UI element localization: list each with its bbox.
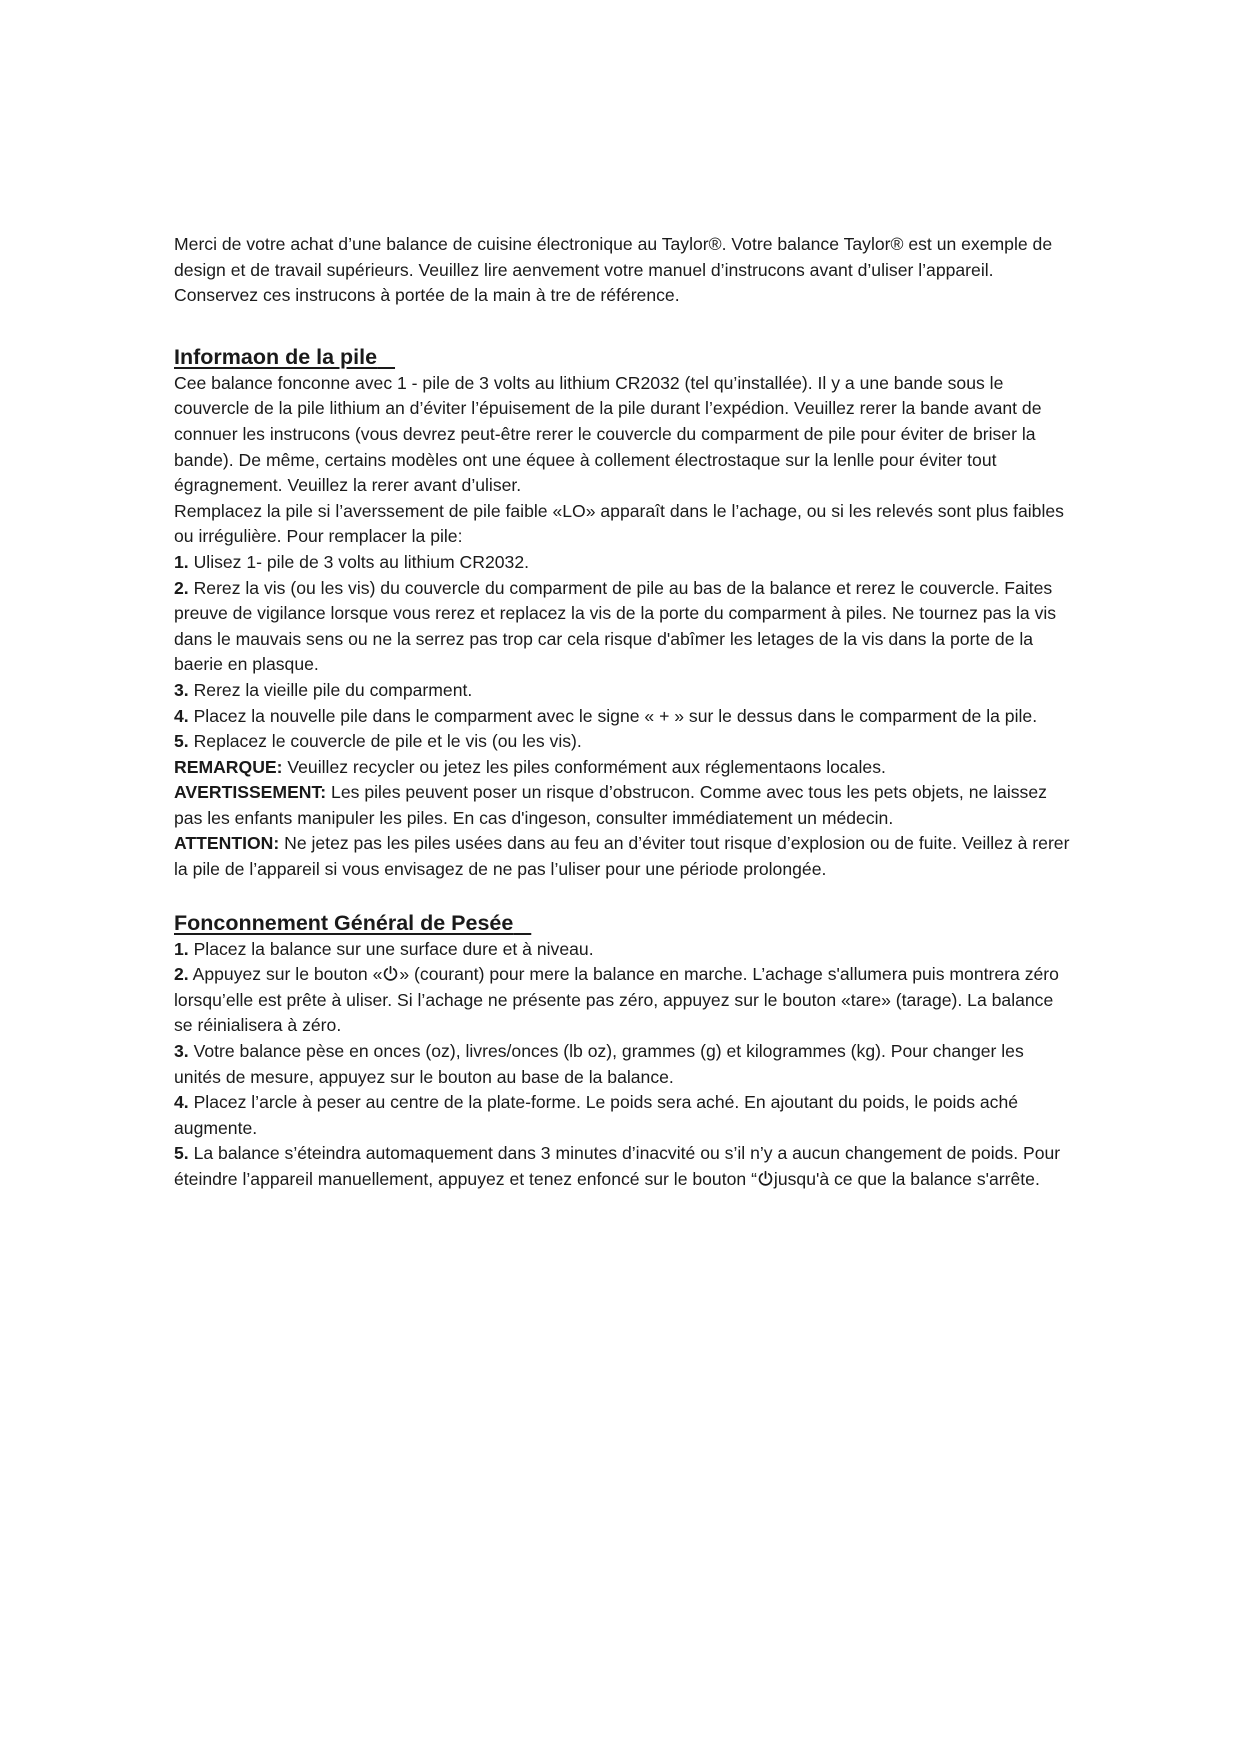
warning-label: AVERTISSEMENT: (174, 782, 327, 803)
step-number: 4. (174, 1092, 189, 1113)
warning-note (174, 780, 1074, 831)
battery-step (174, 729, 1074, 755)
battery-step (174, 704, 1074, 730)
warning-text: Les piles peuvent poser un risque d’obstrucon. Comme avec tous les pets objets, ne laissez pas les enfants manipuler les piles. En cas d'ingeson, consulter immédiatement un médecin. (174, 782, 1047, 828)
step-text: Votre balance pèse en onces (oz), livres/onces (lb oz), grammes (g) et kilogrammes (kg). Pour changer les unités de mesure, appuyez sur le bouton au base de la balance. (174, 1041, 1024, 1087)
step-number: 3. (174, 1041, 189, 1062)
attention-label: ATTENTION: (174, 833, 280, 854)
step-text: Rerez la vieille pile du comparment. (188, 679, 473, 700)
attention-text: Ne jetez pas les piles usées dans au feu an d’éviter tout risque d’explosion ou de fuite. Veillez à rerer la pile de l’appareil si vous envisagez de ne pas l’uliser pour une période prolongée. (174, 833, 1070, 880)
battery-step (174, 678, 1074, 704)
battery-paragraph-1: Cee balance fonconne avec 1 - pile de 3 volts au lithium CR2032 (tel qu’installée). Il y a une bande sous le couvercle de la pile lithium an d’éviter l’épuisement de la pile durant l’expédion. Veuillez rerer la bande avant de connuer les instrucons (vous devrez peut-être rerer le couvercle du comparment de pile pour éviter de briser la bande). De même, certains modèles ont une équee à collement électrostaque sur la lenlle pour éviter tout égragnement. Veuillez la rerer avant d’uliser. (174, 372, 1042, 496)
weighing-step (174, 962, 1074, 1039)
battery-heading-text: Informaon de la pile (174, 344, 378, 369)
remark-text: Veuillez recycler ou jetez les piles conformément aux réglementaons locales. (282, 756, 886, 777)
manual-page (174, 232, 1074, 1193)
step-text: Rerez la vis (ou les vis) du couvercle du comparment de pile au bas de la balance et rerez le couvercle. Faites preuve de vigilance lorsque vous rerez et replacez la vis de la porte du comparment à piles. Ne tournez pas la vis dans le mauvais sens ou ne la serrez pas trop car cela risque d'abîmer les letages de la vis dans la porte de la baerie en plasque. (174, 577, 1057, 675)
battery-step (174, 576, 1074, 678)
remark-label: REMARQUE: (174, 756, 283, 777)
attention-note (174, 831, 1074, 882)
weighing-step (174, 1090, 1074, 1141)
step-text: Appuyez sur le bouton « (188, 964, 383, 985)
step-number: 2. (174, 577, 189, 598)
weighing-step (174, 1039, 1074, 1090)
intro-paragraph: Merci de votre achat d’une balance de cuisine électronique au Taylor®. Votre balance Taylor® est un exemple de design et de travail supérieurs. Veuillez lire aenvement votre manuel d’instrucons avant d’uliser l’appareil. Conservez ces instrucons à portée de la main à tre de référence. (174, 234, 1053, 306)
remark-note (174, 755, 1074, 781)
step-text: La balance s’éteindra automaquement dans 3 minutes d’inacvité ou s’il n’y a aucun changement de poids. Pour éteindre l’appareil manuellement, appuyez et tenez enfoncé sur le bouton “ (174, 1143, 1061, 1189)
battery-step (174, 550, 1074, 576)
battery-paragraph-2: Remplacez la pile si l’averssement de pile faible «LO» apparaît dans le l’achage, ou si les relevés sont plus faibles ou irrégulière. Pour remplacer la pile: (174, 500, 1064, 547)
power-icon (757, 1170, 774, 1187)
step-number: 2. (174, 964, 189, 985)
step-text-continued: jusqu'à ce que la balance s'arrête. (773, 1169, 1040, 1189)
weighing-heading-text: Fonconnement Général de Pesée (174, 910, 514, 935)
step-text: Replacez le couvercle de pile et le vis (ou les vis). (188, 731, 582, 752)
weighing-step (174, 1141, 1074, 1192)
step-number: 3. (174, 679, 189, 700)
weighing-heading (174, 909, 1074, 937)
step-number: 5. (174, 1143, 189, 1164)
step-text-continued: » (courant) pour mere la balance en marche. L’achage s'allumera puis montrera zéro lorsqu’elle est prête à uliser. Si l’achage ne présente pas zéro, appuyez sur le bouton «tare» (tarage). La balance se réinialisera à zéro. (174, 964, 1059, 1036)
step-text: Placez la balance sur une surface dure et à niveau. (188, 938, 594, 959)
step-text: Placez l’arcle à peser au centre de la plate-forme. Le poids sera aché. En ajoutant du poids, le poids aché augmente. (174, 1092, 1019, 1138)
step-number: 1. (174, 938, 189, 959)
step-number: 4. (174, 705, 189, 726)
step-text: Placez la nouvelle pile dans le comparment avec le signe « + » sur le dessus dans le comparment de la pile. (188, 705, 1038, 726)
step-number: 5. (174, 731, 189, 752)
battery-heading (174, 343, 1074, 371)
step-number: 1. (174, 551, 189, 572)
step-text: Ulisez 1- pile de 3 volts au lithium CR2032. (188, 551, 529, 572)
power-icon (382, 965, 399, 982)
weighing-step (174, 937, 1074, 963)
